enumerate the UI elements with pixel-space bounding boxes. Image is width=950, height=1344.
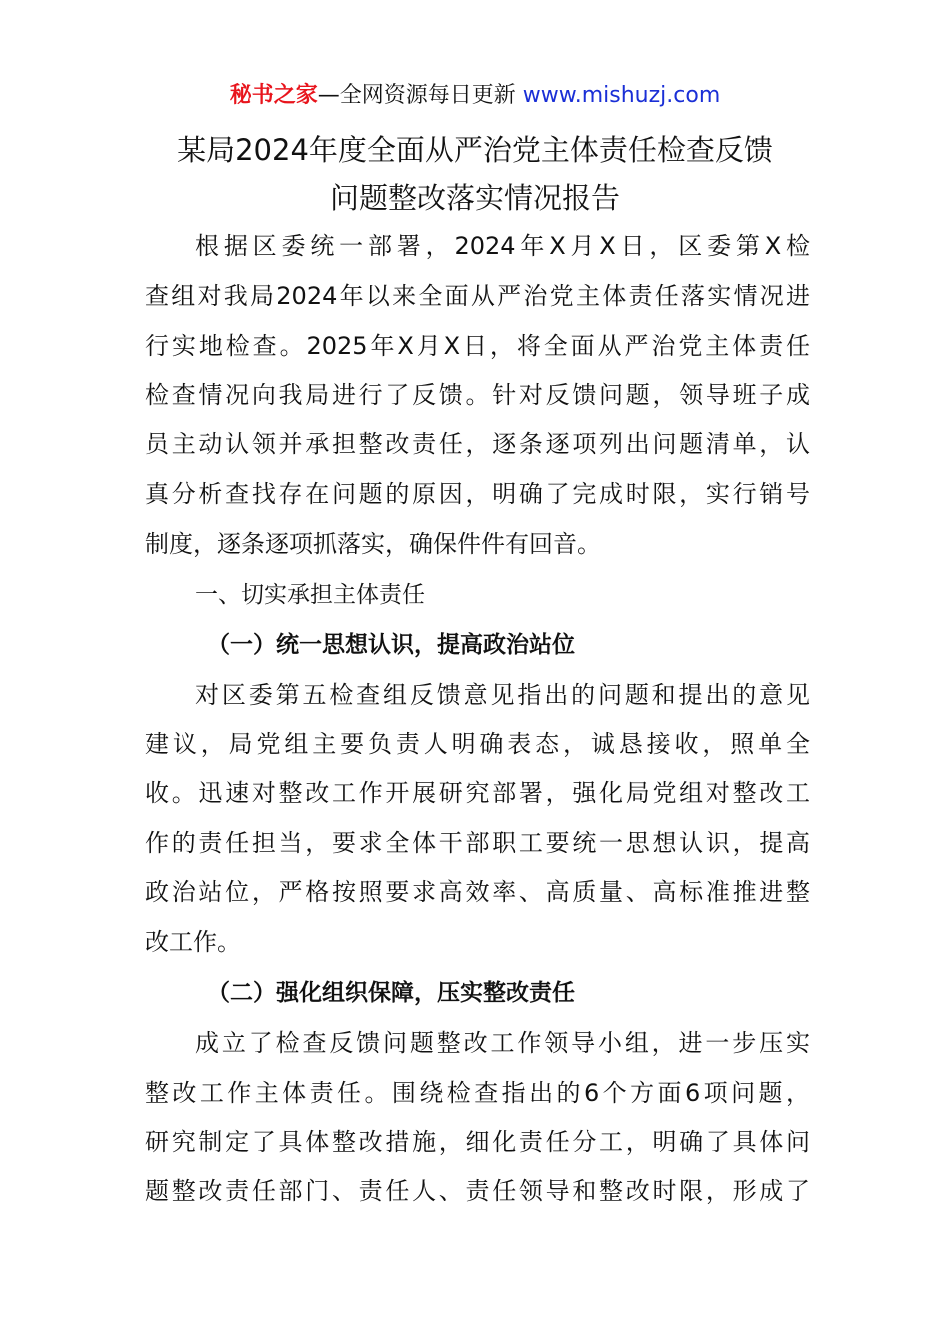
document-title-line1: 某局2024年度全面从严治党主体责任检查反馈 <box>177 133 773 167</box>
body-line: 改工作。 <box>145 928 241 956</box>
intro-line: 检查情况向我局进行了反馈。针对反馈问题，领导班子成 <box>145 381 810 409</box>
body-line: 对区委第五检查组反馈意见指出的问题和提出的意见 <box>195 681 810 709</box>
intro-line: 查组对我局2024年以来全面从严治党主体责任落实情况进 <box>145 282 810 310</box>
subsection-heading: （一）统一思想认识，提高政治站位 <box>207 632 575 658</box>
watermark-header <box>0 80 950 112</box>
body-line: 作的责任担当，要求全体干部职工要统一思想认识，提高 <box>145 829 810 857</box>
body-line: 整改工作主体责任。围绕检查指出的6个方面6项问题， <box>145 1079 810 1107</box>
brand-name: 秘书之家 <box>229 83 318 108</box>
intro-line: 真分析查找存在问题的原因，明确了完成时限，实行销号 <box>145 480 810 508</box>
intro-line: 根据区委统一部署，2024年X月X日，区委第X检 <box>195 232 810 260</box>
body-line: 建议，局党组主要负责人明确表态，诚恳接收，照单全 <box>145 730 810 758</box>
body-line: 题整改责任部门、责任人、责任领导和整改时限，形成了 <box>145 1177 810 1205</box>
body-line: 政治站位，严格按照要求高效率、高质量、高标准推进整 <box>145 878 810 906</box>
intro-line: 制度，逐条逐项抓落实，确保件件有回音。 <box>145 530 601 558</box>
intro-line: 行实地检查。2025年X月X日，将全面从严治党主体责任 <box>145 332 810 360</box>
body-line: 成立了检查反馈问题整改工作领导小组，进一步压实 <box>195 1029 810 1057</box>
document-title-line2: 问题整改落实情况报告 <box>329 181 620 215</box>
subsection-heading: （二）强化组织保障，压实整改责任 <box>207 980 575 1006</box>
body-line: 研究制定了具体整改措施，细化责任分工，明确了具体问 <box>145 1128 810 1156</box>
site-url-link[interactable]: www.mishuzj.com <box>522 83 721 108</box>
body-line: 收。迅速对整改工作开展研究部署，强化局党组对整改工 <box>145 779 810 807</box>
brand-slogan: —全网资源每日更新 <box>317 83 516 108</box>
intro-line: 员主动认领并承担整改责任，逐条逐项列出问题清单，认 <box>145 430 810 458</box>
section-heading: 一、切实承担主体责任 <box>195 582 425 608</box>
